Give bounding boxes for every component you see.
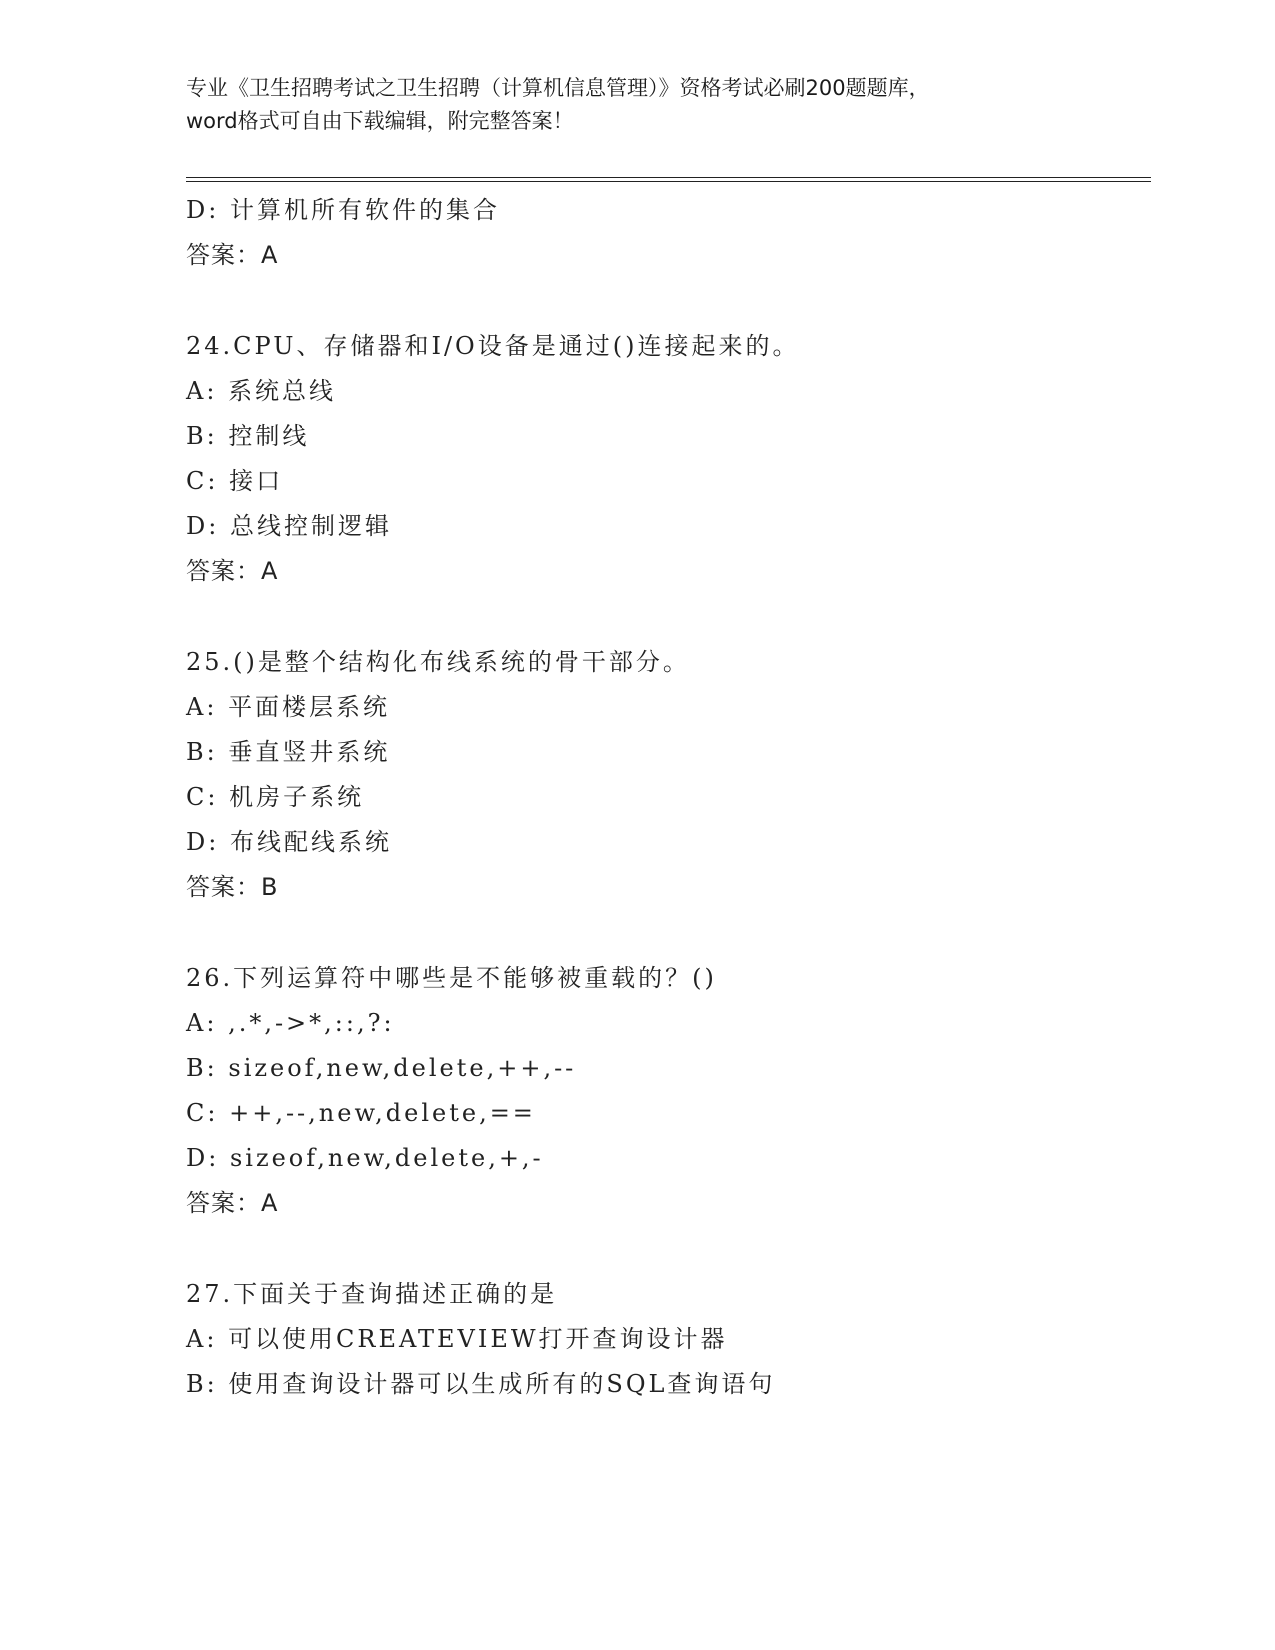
option-b: [186, 414, 1151, 459]
question-title: 27.下面关于查询描述正确的是: [186, 1280, 558, 1308]
answer-line: 答案：A: [186, 557, 279, 585]
question-26: [186, 956, 1151, 1226]
option-text: 控制线: [228, 422, 310, 450]
option-text: 计算机所有软件的集合: [229, 196, 500, 224]
document-header: [186, 72, 1086, 138]
option-text: 机房子系统: [229, 783, 365, 811]
option-text: 使用查询设计器可以生成所有的SQL查询语句: [228, 1370, 776, 1398]
question-25: [186, 640, 1151, 910]
option-text: sizeof,new,delete,+,-: [229, 1144, 544, 1172]
option-label: C:: [186, 783, 219, 811]
header-title-line-1: 专业《卫生招聘考试之卫生招聘（计算机信息管理）》资格考试必刷200题题库，: [186, 76, 930, 100]
answer-line: 答案：A: [186, 1189, 279, 1217]
option-label: C:: [186, 1099, 219, 1127]
header-title-line-2: word格式可自由下载编辑，附完整答案！: [186, 109, 574, 133]
option-b: [186, 730, 1151, 775]
option-c: [186, 459, 1151, 504]
option-b: [186, 1362, 1151, 1407]
option-label: A:: [186, 377, 218, 405]
option-d: [186, 504, 1151, 549]
option-a: [186, 369, 1151, 414]
option-a: [186, 1001, 1151, 1046]
option-d: [186, 1136, 1151, 1181]
option-label: B:: [186, 422, 218, 450]
option-label: B:: [186, 738, 218, 766]
option-text: 接口: [229, 467, 284, 495]
option-label: A:: [186, 1009, 218, 1037]
option-a: [186, 1317, 1151, 1362]
option-text: 总线控制逻辑: [229, 512, 392, 540]
option-label: D:: [186, 1144, 220, 1172]
option-text: 布线配线系统: [229, 828, 392, 856]
option-label: A:: [186, 693, 218, 721]
question-title: 26.下列运算符中哪些是不能够被重载的？(): [186, 964, 717, 992]
option-c: [186, 775, 1151, 820]
option-text: 系统总线: [228, 377, 337, 405]
header-divider: [186, 177, 1151, 182]
option-d: [186, 820, 1151, 865]
option-label: D:: [186, 828, 220, 856]
option-text: ,.*,->*,::,?:: [228, 1009, 395, 1037]
option-a: [186, 685, 1151, 730]
option-text: sizeof,new,delete,++,--: [228, 1054, 577, 1082]
option-text: 垂直竖井系统: [228, 738, 391, 766]
option-label: D:: [186, 512, 220, 540]
option-text: 可以使用CREATEVIEW打开查询设计器: [228, 1325, 728, 1353]
partial-question: [186, 188, 1151, 278]
option-label: B:: [186, 1054, 218, 1082]
option-label: B:: [186, 1370, 218, 1398]
option-label: A:: [186, 1325, 218, 1353]
option-d: [186, 188, 1151, 233]
question-27: [186, 1272, 1151, 1407]
question-list: [186, 188, 1151, 1407]
option-label: C:: [186, 467, 219, 495]
option-label: D:: [186, 196, 220, 224]
answer-line: 答案：B: [186, 873, 279, 901]
answer-line: 答案：A: [186, 241, 279, 269]
question-title: 24.CPU、存储器和I/O设备是通过()连接起来的。: [186, 332, 800, 360]
option-b: [186, 1046, 1151, 1091]
option-text: ++,--,new,delete,==: [229, 1099, 536, 1127]
question-24: [186, 324, 1151, 594]
option-c: [186, 1091, 1151, 1136]
question-title: 25.()是整个结构化布线系统的骨干部分。: [186, 648, 690, 676]
option-text: 平面楼层系统: [228, 693, 391, 721]
